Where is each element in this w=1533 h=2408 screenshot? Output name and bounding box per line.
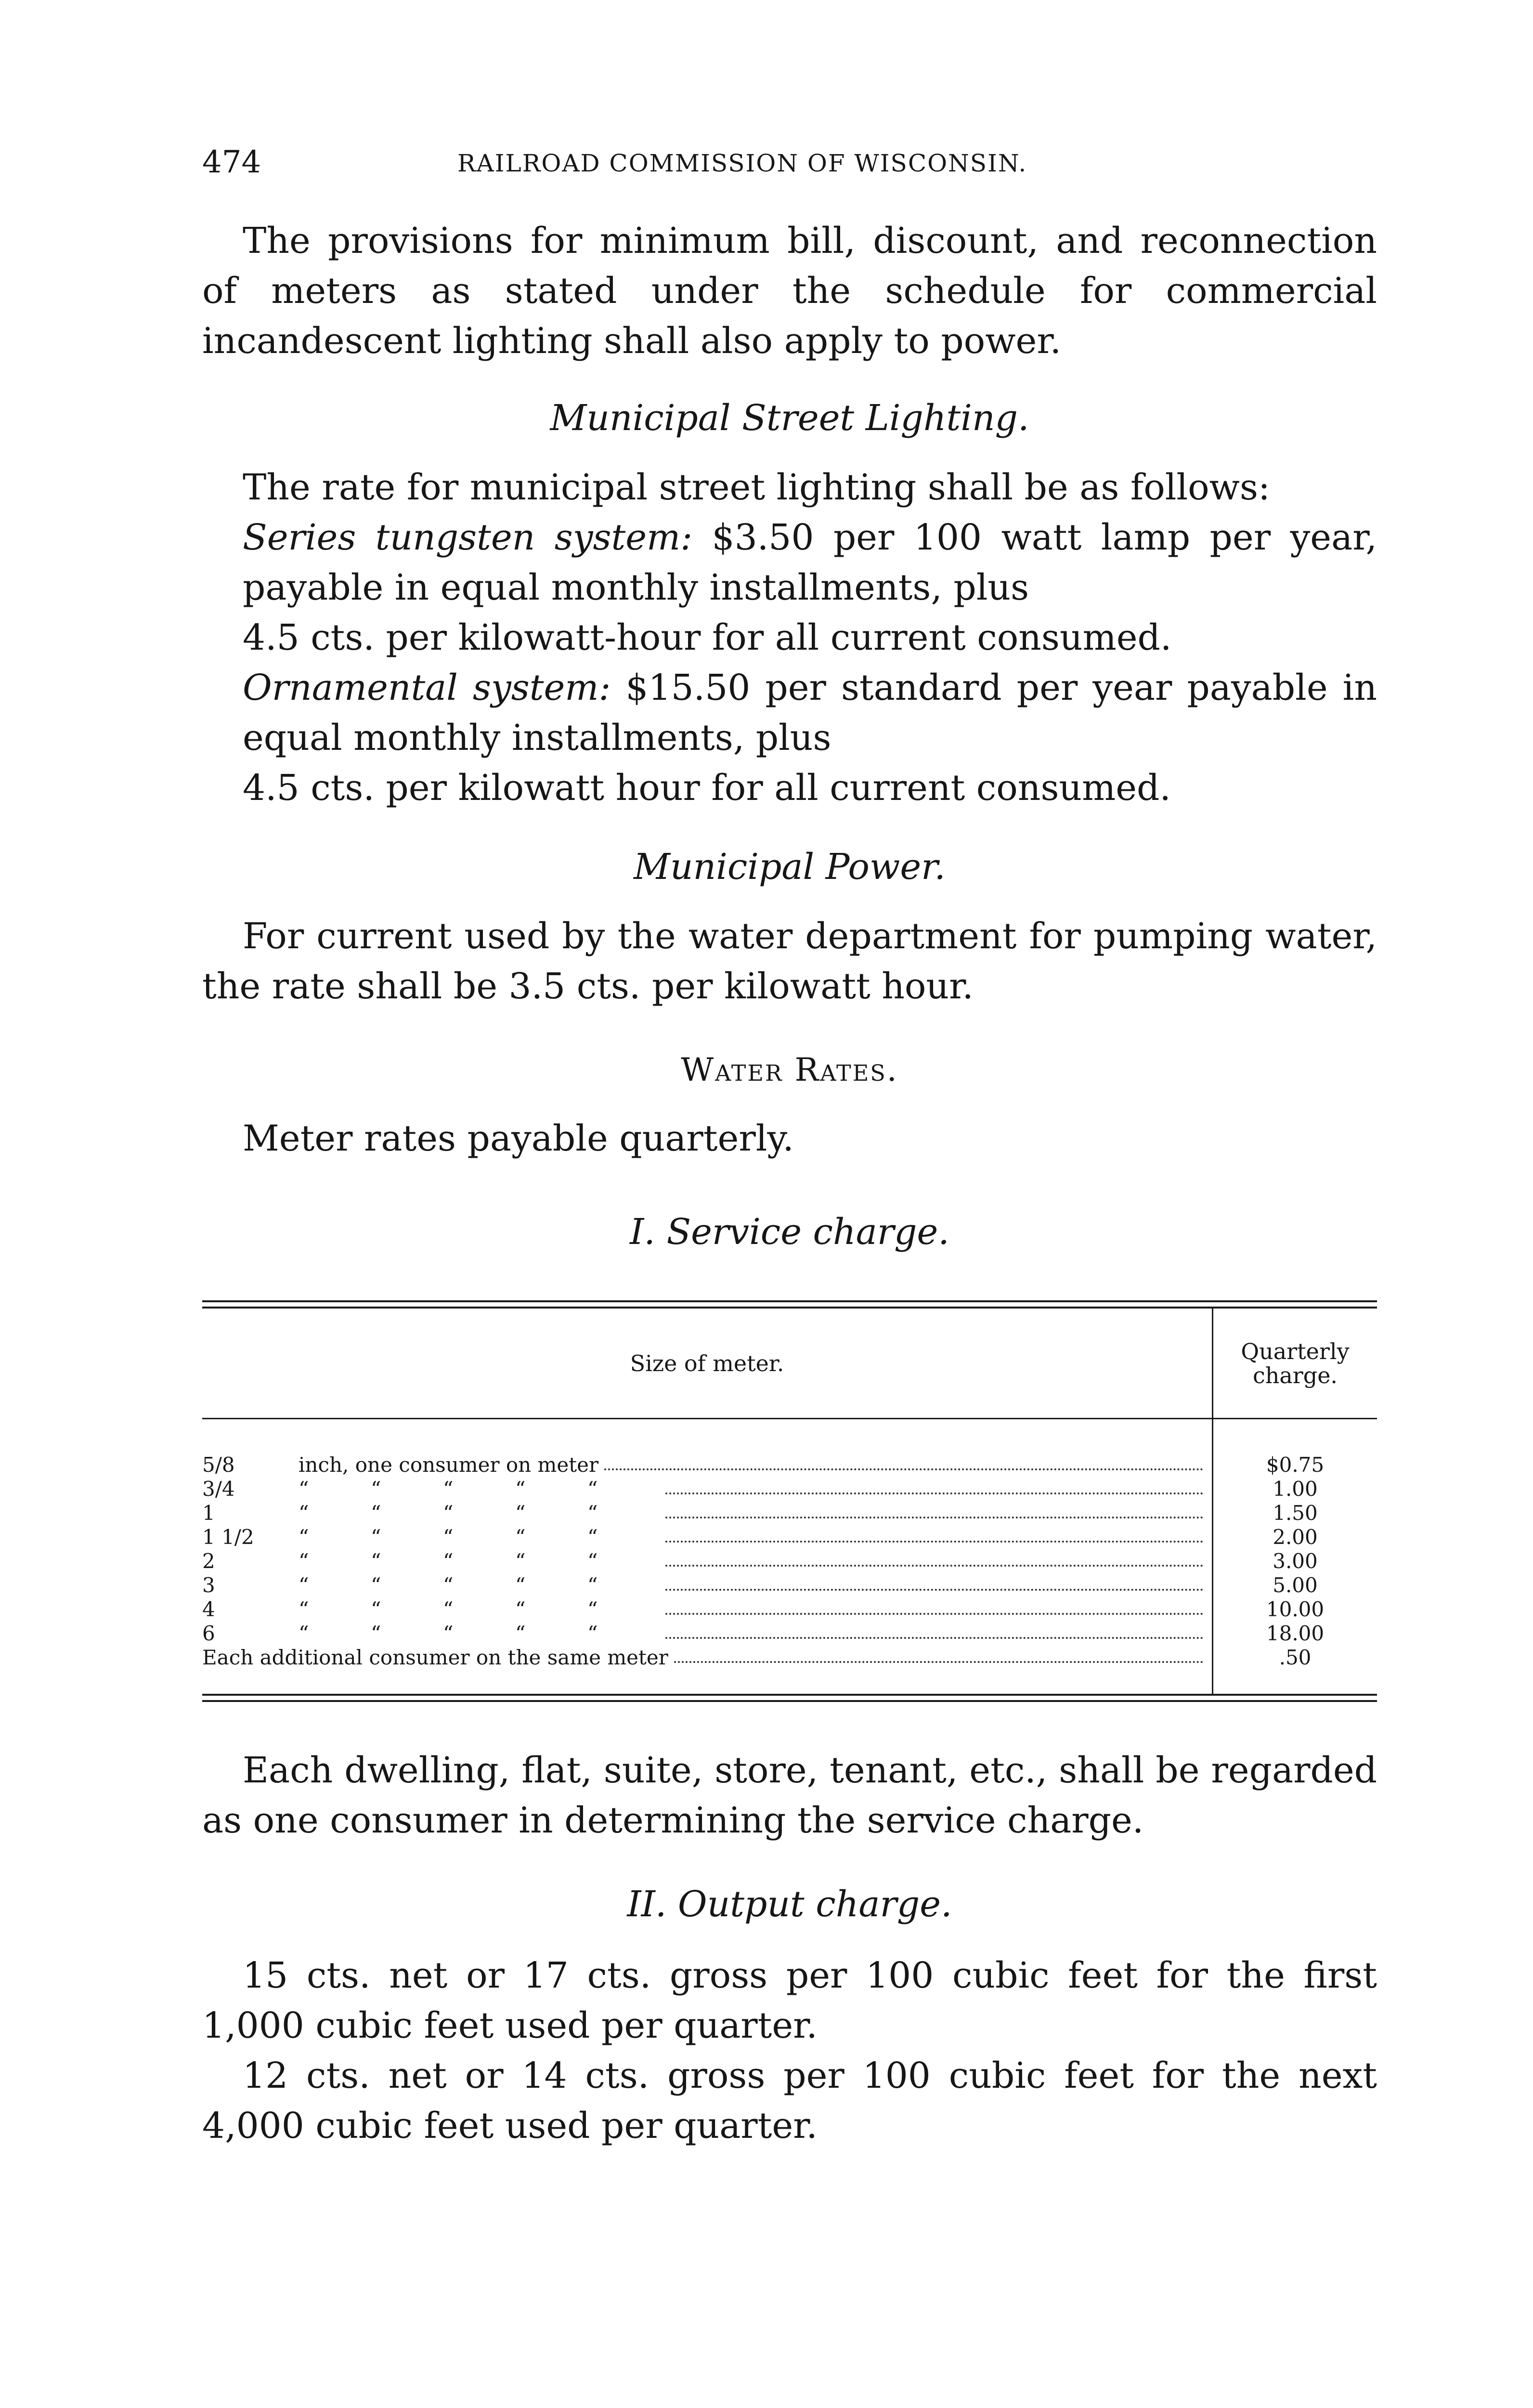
meter-size: 5/8: [202, 1453, 235, 1477]
charge-value: $0.75: [1266, 1453, 1325, 1477]
table-row: [202, 1453, 1212, 1477]
table-top-rule: [202, 1300, 1377, 1309]
header-size-of-meter: Size of meter.: [202, 1309, 1212, 1419]
ditto-mark: “: [371, 1477, 381, 1501]
ditto-mark: “: [371, 1525, 381, 1549]
ditto-mark: “: [515, 1549, 526, 1573]
ornamental-energy: 4.5 cts. per kilowatt hour for all current consumed.: [243, 767, 1171, 809]
ditto-mark: “: [443, 1597, 454, 1621]
ditto-mark: “: [587, 1549, 598, 1573]
meter-size: 3/4: [202, 1477, 235, 1501]
ditto-mark: “: [587, 1573, 598, 1597]
leader-dots: [665, 1622, 1203, 1639]
charge-value: 18.00: [1266, 1622, 1325, 1645]
ditto-mark: “: [515, 1501, 526, 1525]
ditto-mark: “: [299, 1477, 309, 1501]
ditto-marks: [299, 1573, 660, 1597]
table-body: [202, 1419, 1377, 1694]
ditto-mark: “: [371, 1573, 381, 1597]
header-charge-line1: Quarterly: [1241, 1338, 1350, 1364]
consumer-note: Each dwelling, flat, suite, store, tenant, etc., shall be regarded as one consumer in determining the service charge.: [202, 1750, 1377, 1841]
ditto-mark: “: [587, 1622, 598, 1645]
leader-dots: [665, 1501, 1203, 1518]
page-number: 474: [202, 144, 261, 180]
charge-value: 2.00: [1273, 1525, 1318, 1549]
service-charge-table: [202, 1300, 1377, 1702]
ditto-mark: “: [515, 1622, 526, 1645]
ditto-mark: “: [515, 1597, 526, 1621]
ditto-mark: “: [371, 1622, 381, 1645]
ditto-mark: “: [371, 1549, 381, 1573]
table-header: [202, 1309, 1377, 1419]
charge-value: 10.00: [1266, 1597, 1325, 1621]
charge-value: 1.50: [1273, 1501, 1318, 1525]
row-description: inch, one consumer on meter: [299, 1453, 599, 1477]
meter-size: 1 1/2: [202, 1525, 254, 1549]
table-row-additional: [202, 1646, 1212, 1670]
heading-output-charge: II. Output charge.: [627, 1884, 952, 1925]
charge-value: 1.00: [1273, 1477, 1318, 1501]
ornamental-label: Ornamental system:: [243, 667, 611, 708]
meter-size: 6: [202, 1622, 215, 1645]
leader-dots: [665, 1549, 1203, 1567]
table-row: [202, 1622, 1212, 1646]
municipal-power-text: For current used by the water department for pumping water, the rate shall be 3.5 cts. per kilowatt hour.: [202, 916, 1377, 1007]
running-head: [202, 144, 1377, 188]
ditto-mark: “: [515, 1573, 526, 1597]
series-text: $3.50 per 100 watt lamp per year, payable in equal monthly installments, plus: [243, 517, 1377, 608]
series-label: Series tungsten system:: [243, 517, 693, 558]
ditto-mark: “: [587, 1501, 598, 1525]
ditto-mark: “: [299, 1622, 309, 1645]
charge-column: [1212, 1419, 1377, 1694]
meter-size: 2: [202, 1549, 215, 1573]
table-row: [202, 1549, 1212, 1573]
heading-service-charge: I. Service charge.: [630, 1211, 949, 1253]
ornamental-paragraph: [202, 663, 1377, 763]
charge-value: 5.00: [1273, 1573, 1318, 1597]
leader-dots: [604, 1453, 1203, 1470]
table-row: [202, 1573, 1212, 1597]
table-row: [202, 1477, 1212, 1501]
table-row: [202, 1597, 1212, 1622]
output-charge-line1: 15 cts. net or 17 cts. gross per 100 cubic feet for the first 1,000 cubic feet used per quarter.: [202, 1955, 1377, 2046]
ditto-marks: [299, 1549, 660, 1573]
ditto-mark: “: [587, 1525, 598, 1549]
series-energy: 4.5 cts. per kilowatt-hour for all current consumed.: [243, 617, 1172, 658]
ditto-marks: [299, 1525, 660, 1549]
ditto-mark: “: [443, 1573, 454, 1597]
ornamental-text: $15.50 per standard per year payable in equal monthly installments, plus: [243, 667, 1377, 759]
ditto-mark: “: [515, 1525, 526, 1549]
ditto-mark: “: [443, 1477, 454, 1501]
additional-charge-value: .50: [1279, 1646, 1312, 1669]
meter-size: 1: [202, 1501, 215, 1525]
street-lighting-lead: The rate for municipal street lighting shall be as follows:: [243, 467, 1270, 508]
size-column: [202, 1419, 1212, 1694]
ditto-mark: “: [587, 1477, 598, 1501]
series-tungsten-paragraph: [202, 512, 1377, 613]
meter-size: 3: [202, 1573, 215, 1597]
additional-consumer-desc: Each additional consumer on the same meter: [202, 1646, 668, 1669]
leader-dots: [665, 1477, 1203, 1494]
output-charge-line2: 12 cts. net or 14 cts. gross per 100 cubic feet for the next 4,000 cubic feet used per quarter.: [202, 2055, 1377, 2146]
ditto-mark: “: [299, 1573, 309, 1597]
table-bottom-rule: [202, 1694, 1377, 1702]
ditto-mark: “: [443, 1549, 454, 1573]
ditto-mark: “: [299, 1501, 309, 1525]
meter-rates-text: Meter rates payable quarterly.: [243, 1118, 794, 1159]
ditto-mark: “: [299, 1597, 309, 1621]
table-row: [202, 1501, 1212, 1525]
running-title: RAILROAD COMMISSION OF WISCONSIN.: [457, 149, 1027, 177]
leader-dots: [665, 1597, 1203, 1615]
ditto-mark: “: [371, 1501, 381, 1525]
leader-dots: [665, 1525, 1203, 1543]
ditto-mark: “: [515, 1477, 526, 1501]
charge-value: 3.00: [1273, 1549, 1318, 1573]
ditto-marks: [299, 1501, 660, 1525]
header-quarterly-charge: [1212, 1309, 1377, 1419]
ditto-mark: “: [371, 1597, 381, 1621]
header-charge-line2: charge.: [1252, 1362, 1338, 1388]
ditto-mark: “: [587, 1597, 598, 1621]
heading-water-rates: Water Rates.: [681, 1051, 898, 1088]
ditto-mark: “: [299, 1525, 309, 1549]
heading-municipal-power: Municipal Power.: [634, 846, 946, 888]
ditto-mark: “: [443, 1622, 454, 1645]
ditto-mark: “: [299, 1549, 309, 1573]
page: [202, 144, 1377, 2151]
ditto-marks: [299, 1597, 660, 1622]
leader-dots: [665, 1573, 1203, 1591]
heading-street-lighting: Municipal Street Lighting.: [550, 397, 1029, 439]
ditto-mark: “: [443, 1501, 454, 1525]
meter-size: 4: [202, 1597, 215, 1621]
ditto-marks: [299, 1477, 660, 1501]
table-row: [202, 1525, 1212, 1549]
leader-dots: [674, 1646, 1203, 1663]
intro-paragraph: The provisions for minimum bill, discount, and reconnection of meters as stated under the schedule for commercial incandescent lighting shall also apply to power.: [202, 220, 1377, 362]
ditto-mark: “: [443, 1525, 454, 1549]
ditto-marks: [299, 1622, 660, 1646]
